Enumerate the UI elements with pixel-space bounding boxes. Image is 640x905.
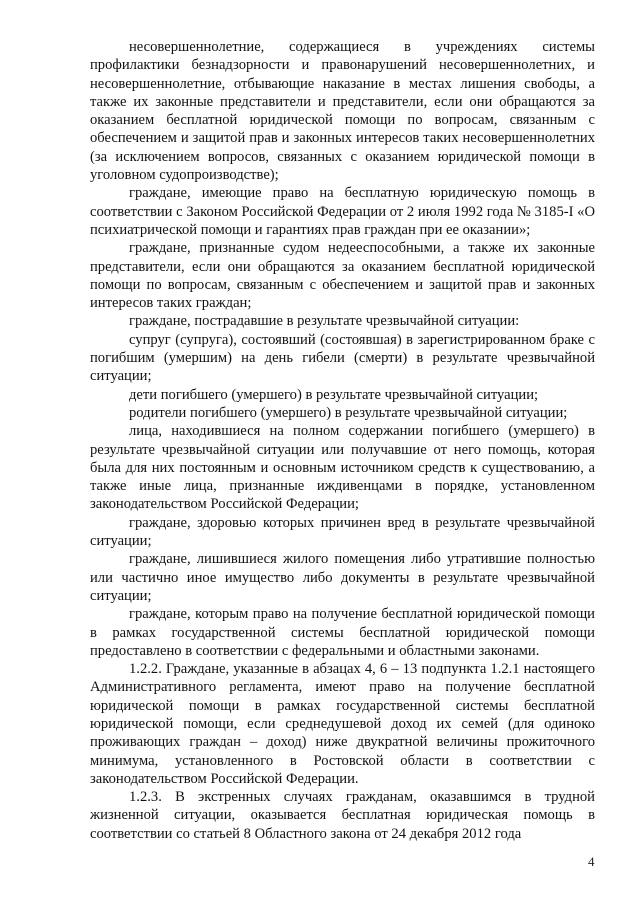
paragraph-other-laws: граждане, которым право на получение бесплатной юридической помощи в рамках государственной системы бесплатной юридической помощи предоставлено в соответствии с федеральными и областными законами. — [90, 606, 595, 659]
paragraph-spouse: супруг (супруга), состоявший (состоявшая) в зарегистрированном браке с погибшим (умершим) на день гибели (смерти) в результате чрезвычайной ситуации; — [90, 331, 595, 385]
paragraph-1-2-3: 1.2.3. В экстренных случаях гражданам, оказавшимся в трудной жизненной ситуации, оказывается бесплатная юридическая помощь в соответствии со статьей 8 Областного закона от 24 декабря 2012 года — [90, 789, 595, 842]
paragraph-1-2-2: 1.2.2. Граждане, указанные в абзацах 4, 6 – 13 подпункта 1.2.1 настоящего Административного регламента, имеют право на получение бесплатной юридической помощи в рамках государственной системы бесплатной юридической помощи, если среднедушевой доход их семей (для одиноко проживающих граждан – доход) ниже двукратной величины прожиточного минимума, установленного в Ростовской области в соответствии с законодательством Российской Федерации. — [90, 661, 595, 787]
page-number: 4 — [588, 854, 595, 869]
paragraph-emergency-victims: граждане, пострадавшие в результате чрезвычайной ситуации: — [129, 313, 520, 330]
paragraph-property-loss: граждане, лишившиеся жилого помещения либо утратившие полностью или частично иное имущество либо документы в результате чрезвычайной ситуации; — [90, 551, 595, 604]
paragraph-children: дети погибшего (умершего) в результате чрезвычайной ситуации; — [129, 386, 539, 403]
paragraph-psychiatric-care: граждане, имеющие право на бесплатную юридическую помощь в соответствии с Законом Российской Федерации от 2 июля 1992 года № 3185-I «О психиатрической помощи и гарантиях прав граждан при ее оказании»; — [90, 185, 595, 238]
paragraph-minors: несовершеннолетние, содержащиеся в учреждениях системы профилактики безнадзорности и правонарушений несовершеннолетних, и несовершеннолетние, отбывающие наказание в местах лишения свободы, а также их законные представители и представители, если они обращаются за оказанием бесплатной юридической помощи по вопросам, связанным с обеспечением и защитой прав и законных интересов таких несовершеннолетних (за исключением вопросов, связанных с оказанием юридической помощи в уголовном судопроизводстве); — [90, 39, 595, 184]
paragraph-health-harm: граждане, здоровью которых причинен вред в результате чрезвычайной ситуации; — [90, 514, 595, 550]
paragraph-parents: родители погибшего (умершего) в результате чрезвычайной ситуации; — [129, 404, 568, 421]
document-body — [90, 38, 595, 843]
paragraph-dependents: лица, находившиеся на полном содержании погибшего (умершего) в результате чрезвычайной ситуации или получавшие от него помощь, которая была для них постоянным и основным источником средств к существованию, а также иные лица, признанные иждивенцами в порядке, установленном законодательством Российской Федерации; — [90, 423, 595, 513]
paragraph-incapacitated: граждане, признанные судом недееспособными, а также их законные представители, если они обращаются за оказанием бесплатной юридической помощи по вопросам, связанным с обеспечением и защитой прав и законных интересов таких граждан; — [90, 240, 595, 312]
